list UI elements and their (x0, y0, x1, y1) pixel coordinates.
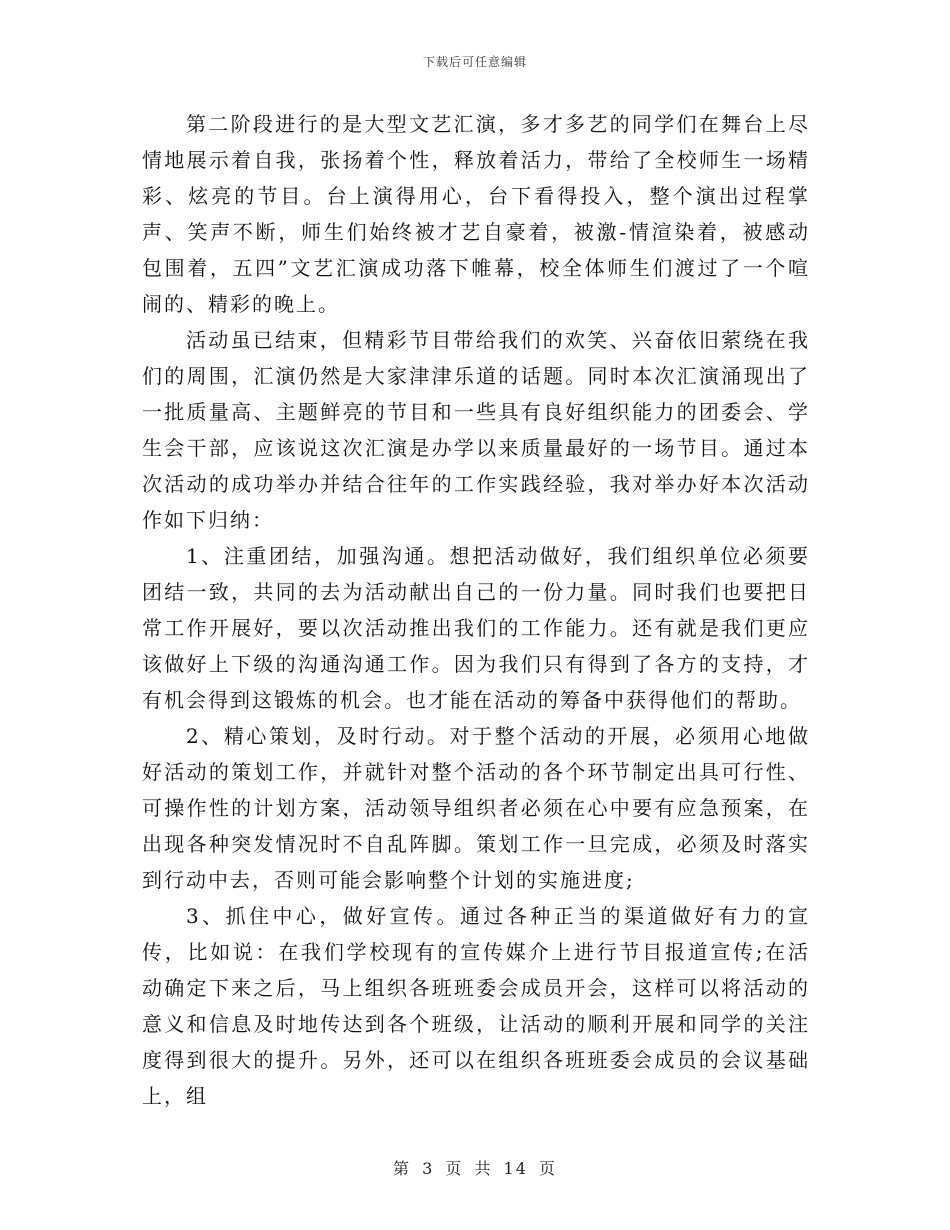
paragraph-4: 2、精心策划，及时行动。对于整个活动的开展，必须用心地做好活动的策划工作，并就针对整个活动的各个环节制定出具可行性、可操作性的计划方案，活动领导组织者必须在心中要有应急预案，在出现各种突发情况时不自乱阵脚。策划工作一旦完成，必须及时落实到行动中去，否则可能会影响整个计划的实施进度; (142, 724, 810, 892)
paragraph-2: 活动虽已结束，但精彩节目带给我们的欢笑、兴奋依旧萦绕在我们的周围，汇演仍然是大家津津乐道的话题。同时本次汇演涌现出了一批质量高、主题鲜亮的节目和一些具有良好组织能力的团委会、学生会干部，应该说这次汇演是办学以来质量最好的一场节目。通过本次活动的成功举办并结合往年的工作实践经验，我对举办好本次活动作如下归纳： (142, 328, 810, 532)
paragraph-3: 1、注重团结，加强沟通。想把活动做好，我们组织单位必须要团结一致，共同的去为活动献出自己的一份力量。同时我们也要把日常工作开展好，要以次活动推出我们的工作能力。还有就是我们更应该做好上下级的沟通沟通工作。因为我们只有得到了各方的支持，才有机会得到这锻炼的机会。也才能在活动的筹备中获得他们的帮助。 (142, 544, 810, 712)
paragraph-5: 3、抓住中心，做好宣传。通过各种正当的渠道做好有力的宣传，比如说：在我们学校现有的宣传媒介上进行节目报道宣传;在活动确定下来之后，马上组织各班班委会成员开会，这样可以将活动的意义和信息及时地传达到各个班级，让活动的顺利开展和同学的关注度得到很大的提升。另外，还可以在组织各班班委会成员的会议基础上，组 (142, 904, 810, 1108)
document-body (142, 106, 810, 1114)
page-header: 下载后可任意编辑 (422, 55, 527, 69)
paragraph-1: 第二阶段进行的是大型文艺汇演，多才多艺的同学们在舞台上尽情地展示着自我，张扬着个性，释放着活力，带给了全校师生一场精彩、炫亮的节目。台上演得用心，台下看得投入，整个演出过程掌声、笑声不断，师生们始终被才艺自豪着，被激-情渲染着，被感动包围着，五四”文艺汇演成功落下帷幕，校全体师生们渡过了一个喧闹的、精彩的晚上。 (142, 112, 810, 316)
page-footer: 第 3 页 共 14 页 (393, 1159, 557, 1178)
